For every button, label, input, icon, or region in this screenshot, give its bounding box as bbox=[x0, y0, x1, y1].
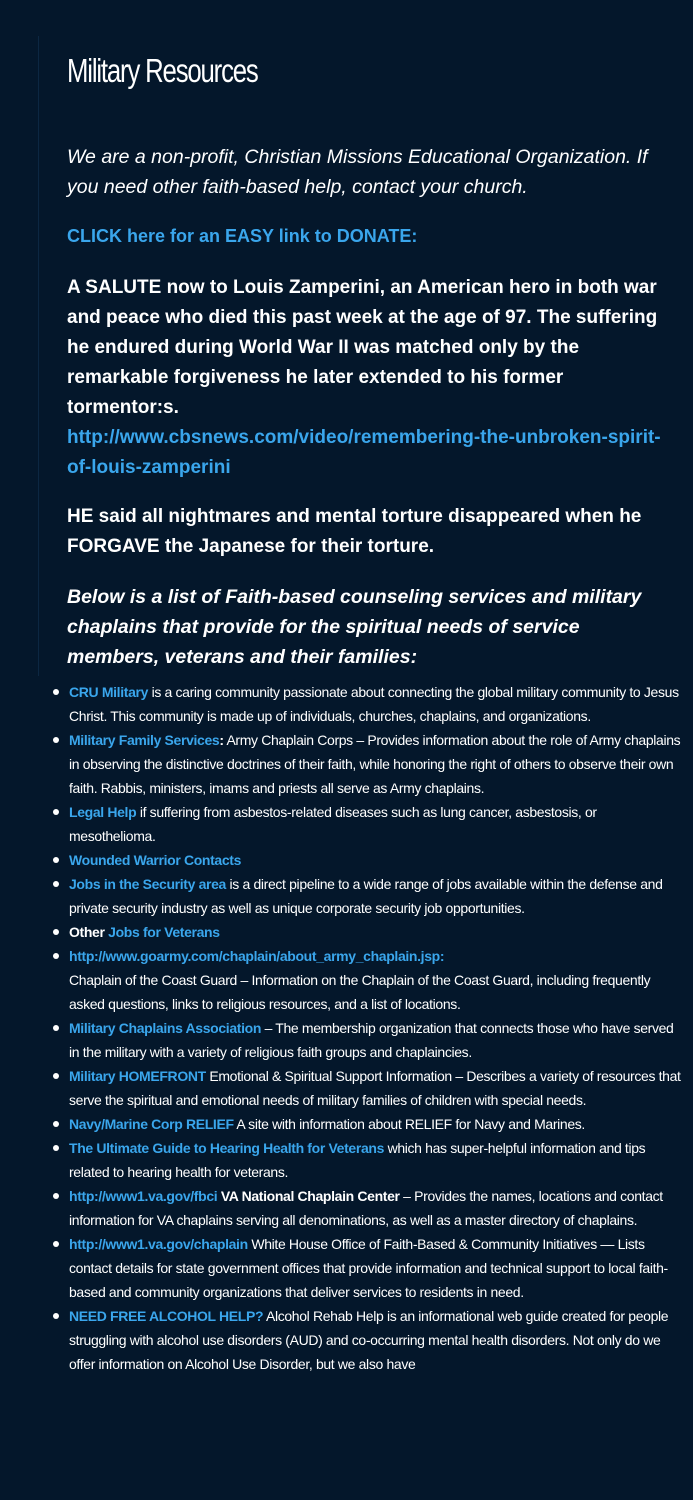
salute-text: A SALUTE now to Louis Zamperini, an American hero in both war and peace who died this past week at the age of 97. The suffering he endured during World War II was matched only by the remarkable forgiveness he later extended to his former tormentor:s. bbox=[67, 277, 658, 418]
resource-bold-text: : bbox=[219, 732, 224, 748]
resource-item bbox=[69, 680, 681, 728]
resource-description: A site with information about RELIEF for Navy and Marines. bbox=[233, 1116, 585, 1132]
intro-text: We are a non-profit, Christian Missions Educational Organization. If you need other faith-based help, contact your church. bbox=[67, 146, 648, 198]
resource-link[interactable]: http://www1.va.gov/chaplain bbox=[69, 1236, 248, 1252]
salute-paragraph bbox=[67, 273, 667, 483]
resource-item bbox=[69, 728, 681, 800]
resource-link[interactable]: NEED FREE ALCOHOL HELP? bbox=[69, 1308, 264, 1324]
zamperini-video-link[interactable]: http://www.cbsnews.com/video/remembering-the-unbroken-spirit-of-louis-zamperini bbox=[67, 427, 661, 478]
resource-item bbox=[69, 872, 681, 920]
resource-item bbox=[69, 1016, 681, 1064]
forgave-paragraph: HE said all nightmares and mental torture disappeared when he FORGAVE the Japanese for their torture. bbox=[67, 506, 642, 557]
list-intro: Below is a list of Faith-based counseling services and military chaplains that provide for the spiritual needs of service members, veterans and their families: bbox=[67, 586, 642, 668]
resource-description: Chaplain of the Coast Guard – Information on the Chaplain of the Coast Guard, including frequently asked questions, links to religious resources, and a list of locations. bbox=[69, 972, 651, 1012]
resource-item bbox=[69, 1136, 681, 1184]
resource-description: – The membership organization that connects those who have served in the military with a variety of religious faith groups and chaplaincies. bbox=[69, 1020, 674, 1060]
resource-prefix: Other bbox=[69, 924, 109, 940]
donate-link[interactable]: CLICK here for an EASY link to DONATE: bbox=[67, 226, 418, 246]
resource-link[interactable]: Legal Help bbox=[69, 804, 137, 820]
resource-item bbox=[69, 920, 681, 944]
resource-description: which has super-helpful information and tips related to hearing health for veterans. bbox=[69, 1140, 646, 1180]
resource-link[interactable]: Jobs for Veterans bbox=[108, 924, 220, 940]
resource-link[interactable]: CRU Military bbox=[69, 684, 149, 700]
resource-link[interactable]: Wounded Warrior Contacts bbox=[69, 852, 242, 868]
resource-description: is a direct pipeline to a wide range of jobs available within the defense and private security industry as well as unique corporate security job opportunities. bbox=[69, 876, 663, 916]
resource-item bbox=[69, 1232, 681, 1304]
resource-item bbox=[69, 1112, 681, 1136]
resources-list bbox=[69, 680, 681, 1376]
resource-link[interactable]: Military Chaplains Association bbox=[69, 1020, 262, 1036]
resource-item bbox=[69, 944, 681, 1016]
resource-item bbox=[69, 1064, 681, 1112]
resource-description: if suffering from asbestos-related diseases such as lung cancer, asbestosis, or mesothelioma. bbox=[69, 804, 597, 844]
resource-description: Army Chaplain Corps – Provides information about the role of Army chaplains in observing the distinctive doctrines of their faith, while honoring the right of others to observe their own faith. Rabbis, ministers, imams and priests all serve as Army chaplains. bbox=[69, 732, 681, 796]
resource-item bbox=[69, 1184, 681, 1232]
left-divider bbox=[38, 36, 39, 676]
resource-bold-text: VA National Chaplain Center bbox=[217, 1188, 400, 1204]
page-title: Military Resources bbox=[67, 52, 258, 89]
resource-link[interactable]: http://www1.va.gov/fbci bbox=[69, 1188, 218, 1204]
resource-link[interactable]: Jobs in the Security area bbox=[69, 876, 226, 892]
resource-link[interactable]: Military HOMEFRONT bbox=[69, 1068, 206, 1084]
resource-description: Emotional & Spiritual Support Information – Describes a variety of resources that serve the spiritual and emotional needs of military families of children with special needs. bbox=[69, 1068, 681, 1108]
resource-link[interactable]: http://www.goarmy.com/chaplain/about_army_chaplain.jsp: bbox=[69, 948, 445, 964]
resource-link[interactable]: Military Family Services bbox=[69, 732, 220, 748]
resource-item bbox=[69, 800, 681, 848]
resource-item bbox=[69, 848, 681, 872]
resource-link[interactable]: Navy/Marine Corp RELIEF bbox=[69, 1116, 234, 1132]
resource-description: – Provides the names, locations and contact information for VA chaplains serving all denominations, as well as a master directory of chaplains. bbox=[69, 1188, 663, 1228]
resource-item bbox=[69, 1304, 681, 1376]
resource-description: is a caring community passionate about connecting the global military community to Jesus Christ. This community is made up of individuals, churches, chaplains, and organizations. bbox=[69, 684, 679, 724]
resource-description: Alcohol Rehab Help is an informational web guide created for people struggling with alcohol use disorders (AUD) and co-occurring mental health disorders. Not only do we offer information on Alcohol Use Disorder, but we also have bbox=[69, 1308, 669, 1372]
resource-description: White House Office of Faith-Based & Community Initiatives — Lists contact details for state government offices that provide information and technical support to local faith-based and community organizations that deliver services to residents in need. bbox=[69, 1236, 668, 1300]
resource-link[interactable]: The Ultimate Guide to Hearing Health for Veterans bbox=[69, 1140, 385, 1156]
